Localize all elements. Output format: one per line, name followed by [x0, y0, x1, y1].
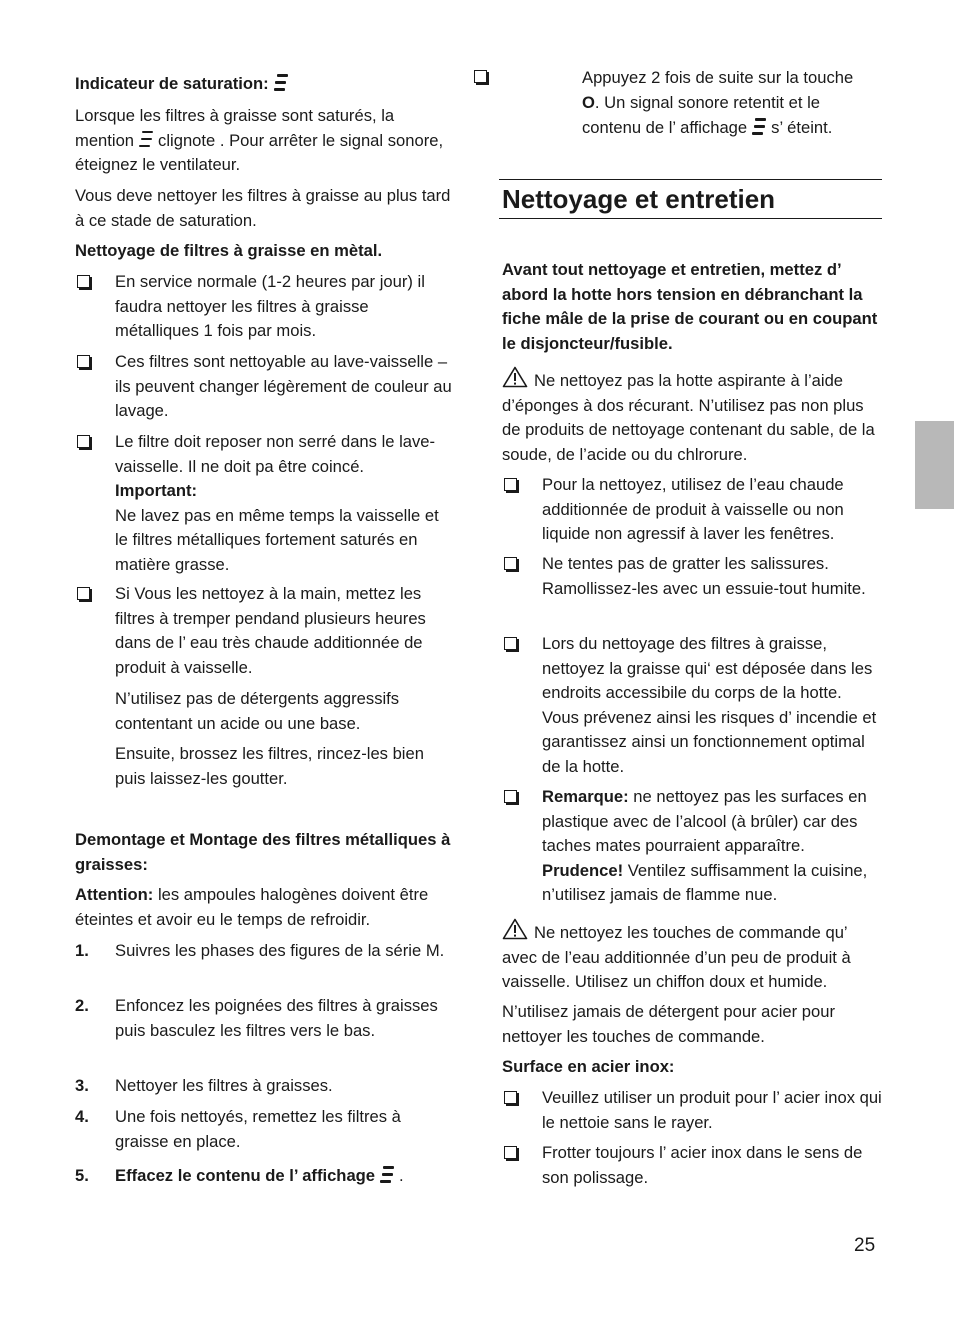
checkbox-bullet-icon	[504, 478, 517, 491]
warning-paragraph: Ne nettoyez les touches de commande qu’ avec de l’eau additionnée d’un peu de produit à vaisselle. Utilisez un chiffon doux et humide.	[502, 918, 882, 995]
saturation-display-icon	[274, 73, 288, 93]
detergent-note: N’utilisez pas de détergents aggressifs contentant un acide ou une base.	[115, 689, 400, 733]
checkbox-bullet-icon	[77, 355, 90, 368]
checkbox-bullet-icon	[77, 275, 90, 288]
step-item: 4. Une fois nettoyés, remettez les filtres à graisse en place.	[75, 1107, 401, 1151]
step-item: 1. Suivres les phases des figures de la série M.	[75, 941, 445, 960]
cleaning-title: Nettoyage de filtres à graisse en mètal.	[75, 241, 383, 260]
step-item: 3. Nettoyer les filtres à graisses.	[75, 1076, 333, 1095]
step-item: 5. Effacez le contenu de l’ affichage .	[75, 1166, 404, 1185]
side-tab-marker	[915, 421, 954, 509]
checkbox-bullet-icon	[504, 637, 517, 650]
display-icon	[752, 117, 766, 137]
rinse-note: Ensuite, brossez les filtres, rincez-les bien puis laissez-les goutter.	[115, 744, 424, 788]
saturation-note: Vous deve nettoyer les filtres à graisse au plus tard à ce stade de saturation.	[75, 186, 451, 230]
list-item: Lors du nettoyage des filtres à graisse, nettoyez la graisse qui‘ est déposée dans les endroits accessibile du corps de la hotte. Vous prévenez ainsi les risques d’ incendie et garantissez ainsi un fonctionnement optimal de la hotte.	[502, 632, 882, 779]
saturation-title: Indicateur de saturation:	[75, 72, 453, 97]
checkbox-bullet-icon	[474, 70, 487, 83]
checkbox-bullet-icon	[504, 557, 517, 570]
inox-title: Surface en acier inox:	[502, 1057, 675, 1076]
checkbox-bullet-icon	[504, 790, 517, 803]
safety-intro: Avant tout nettoyage et entretien, mettez d’ abord la hotte hors tension en débranchant la fiche mâle de la prise de courant ou en coupant le disjoncteur/fusible.	[502, 260, 878, 353]
saturation-paragraph: Lorsque les filtres à graisse sont saturés, la mention clignote . Pour arrêter le signal sonore, éteignez le ventilateur.	[75, 106, 444, 174]
important-label: Important:	[115, 481, 198, 500]
warning-paragraph: Ne nettoyez pas la hotte aspirante à l’aide d’éponges à dos récurant. N’utilisez pas non plus de produits de nettoyage contenant du sable, de la soude, de l’acide ou du chlrorure.	[502, 366, 882, 467]
checkbox-bullet-icon	[504, 1146, 517, 1159]
list-item: Frotter toujours l’ acier inox dans le sens de son polissage.	[502, 1141, 882, 1190]
section-heading: Nettoyage et entretien	[499, 179, 882, 219]
important-text: Ne lavez pas en même temps la vaisselle et le filtres métalliques fortement saturés en matière grasse.	[115, 505, 439, 574]
list-item: Appuyez 2 fois de suite sur la touche O. Un signal sonore retentit et le contenu de l’ affichage s’ éteint.	[502, 65, 882, 140]
page-number: 25	[854, 1235, 876, 1256]
attention-paragraph: Attention: les ampoules halogènes doivent être éteintes et avoir eu le temps de refroidir.	[75, 885, 429, 929]
checkbox-bullet-icon	[504, 1091, 517, 1104]
list-item: Remarque: ne nettoyez pas les surfaces en plastique avec de l’alcool (à brûler) car des taches mates pourraient apparaître. Prudence! Ventilez suffisamment la cuisine, n’utilisez jamais de flamme nue.	[502, 785, 882, 908]
list-item: Pour la nettoyez, utilisez de l’eau chaude additionnée de produit à vaisselle ou non liquide non agressif à laver les fenêtres.	[502, 473, 882, 547]
detergent-paragraph: N’utilisez jamais de détergent pour acier pour nettoyer les touches de commande.	[502, 1002, 835, 1046]
list-item: Le filtre doit reposer non serré dans le lave-vaisselle. Il ne doit pa être coincé. Important: Ne lavez pas en même temps la vaisselle et le filtres métalliques fortement saturés en matière grasse.	[75, 430, 453, 577]
checkbox-bullet-icon	[77, 435, 90, 448]
display-icon	[380, 1165, 394, 1185]
list-item: Veuillez utiliser un produit pour l’ acier inox qui le nettoie sans le rayer.	[502, 1086, 882, 1135]
checkbox-bullet-icon	[77, 587, 90, 600]
list-item: Ces filtres sont nettoyable au lave-vaisselle – ils peuvent changer légèrement de couleur au lavage.	[75, 350, 453, 424]
list-item: Ne tentes pas de gratter les salissures. Ramollissez-les avec un essuie-tout humite.	[502, 552, 882, 601]
list-item: Si Vous les nettoyez à la main, mettez les filtres à tremper pendand plusieurs heures dans de l’ eau très chaude additionnée de produit à vaisselle.	[75, 582, 453, 680]
mounting-title: Demontage et Montage des filtres métalliques à graisses:	[75, 830, 451, 874]
saturation-display-icon	[139, 130, 153, 150]
step-item: 2. Enfoncez les poignées des filtres à graisses puis basculez les filtres vers le bas.	[75, 996, 438, 1040]
warning-triangle-icon	[502, 918, 528, 940]
list-item: En service normale (1-2 heures par jour) il faudra nettoyer les filtres à graisse métalliques 1 fois par mois.	[75, 270, 453, 344]
warning-triangle-icon	[502, 366, 528, 388]
